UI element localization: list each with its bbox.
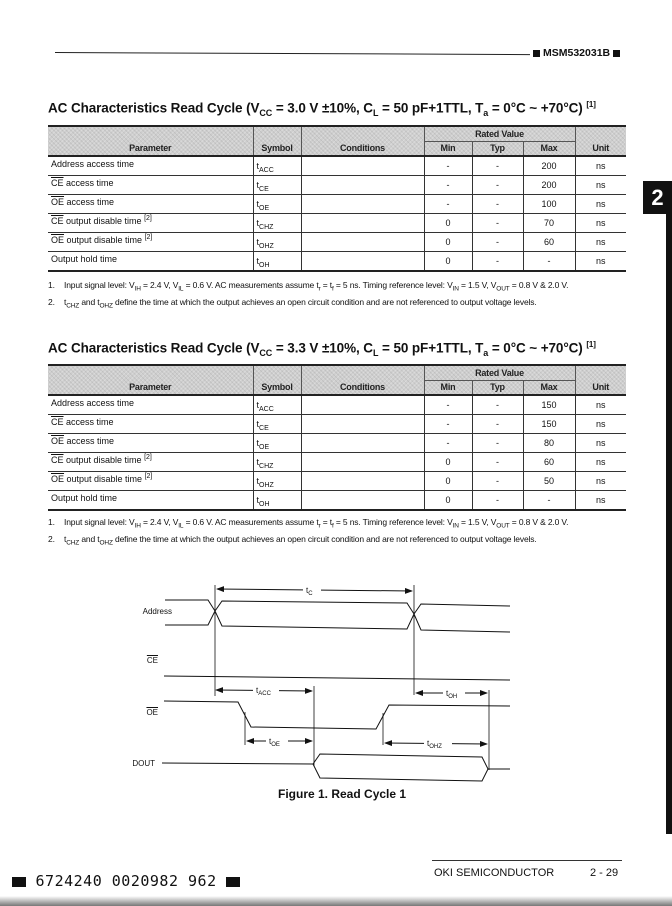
title-sub: a [483, 108, 489, 119]
title-sub: a [483, 348, 489, 359]
cell-min: - [424, 195, 472, 214]
header-unit: Unit [575, 365, 626, 395]
note-text: f [332, 285, 334, 293]
note-text: = 1.5 V, V [458, 280, 497, 290]
parameter-text: Output hold time [51, 493, 118, 503]
note-text: = t [320, 280, 333, 290]
parameter-text: Address access time [51, 398, 135, 408]
cell-min: - [424, 415, 472, 434]
title-text: = 0°C ~ +70°C) [488, 100, 583, 116]
cell-min: - [424, 156, 472, 176]
header-min: Min [424, 380, 472, 395]
cell-unit: ns [575, 252, 626, 272]
footer-company: OKI SEMICONDUCTOR [434, 867, 555, 879]
note-number: 2. [48, 296, 55, 307]
toh-label: $t_{OH}$ [446, 689, 458, 700]
cell-unit: ns [575, 415, 626, 434]
symbol-text: t [256, 256, 260, 267]
footer-code-text: 6724240 0020982 962 [35, 872, 217, 890]
cell-typ: - [472, 415, 523, 434]
note-text: t [64, 533, 67, 544]
parameter-text: output disable time [64, 235, 145, 245]
note-text: IL [178, 285, 184, 293]
cell-typ: - [472, 395, 523, 415]
overline-signal: $\overline{OE}$ [51, 436, 65, 446]
toe-label: $t_{OE}$ [269, 737, 280, 748]
footnote-ref: [2] [144, 234, 153, 241]
header-symbol: Symbol [253, 365, 301, 395]
note-text: IH [134, 285, 141, 293]
header-rated-value: Rated Value [424, 365, 575, 380]
cell-typ: - [472, 195, 523, 214]
footnote-ref: [2] [144, 473, 153, 480]
symbol-sub: OHZ [259, 482, 274, 489]
address-waveform-high [165, 600, 510, 614]
cell-min: 0 [424, 233, 472, 252]
dout-waveform-idle [162, 763, 313, 764]
symbol-sub: OE [259, 444, 270, 451]
title-text: AC Characteristics Read Cycle (V [48, 100, 260, 116]
note-text: CHZ [66, 539, 80, 547]
note-text: r [318, 285, 321, 293]
symbol-sub: ACC [259, 406, 274, 413]
title-text: AC Characteristics Read Cycle (V [48, 340, 260, 356]
cell-typ: - [472, 214, 523, 233]
note-text: t [64, 296, 67, 307]
note-text: = 2.4 V, V [140, 517, 179, 527]
header-unit: Unit [575, 126, 626, 156]
overline-signal: $\overline{OE}$ [51, 235, 65, 245]
symbol-text: t [256, 457, 260, 468]
cell-max: 50 [523, 472, 575, 491]
note-number: 2. [48, 533, 55, 544]
symbol-sub: CE [259, 186, 269, 193]
note-text: OUT [496, 285, 510, 293]
note-text: OUT [496, 522, 510, 530]
symbol-text: t [256, 218, 260, 229]
cell-max: - [523, 491, 575, 511]
symbol-sub: ACC [259, 167, 274, 174]
footer-rule [432, 860, 622, 861]
note-text: define the time at which the output achieves an open circuit condition and are not referenced to output voltage levels. [112, 533, 537, 544]
note-text: Input signal level: V [64, 280, 135, 290]
symbol-text: t [256, 419, 260, 430]
note-text: OHZ [99, 302, 113, 310]
note-text: = 0.6 V. AC measurements assume t [183, 517, 319, 527]
figure-caption: Figure 1. Read Cycle 1 [278, 787, 407, 801]
oe-waveform [164, 701, 510, 729]
cell-max: 200 [523, 156, 575, 176]
parameter-text: output disable time [63, 455, 145, 465]
square-block-icon [12, 877, 26, 887]
tacc-label: $t_{ACC}$ [256, 686, 271, 697]
cell-min: - [424, 395, 472, 415]
note-text: = 0.8 V & 2.0 V. [509, 517, 569, 527]
cell-typ: - [472, 233, 523, 252]
cell-max: 100 [523, 195, 575, 214]
cell-min: 0 [424, 252, 472, 272]
cell-typ: - [472, 472, 523, 491]
tohz-label: $t_{OHZ}$ [427, 739, 442, 750]
cell-unit: ns [575, 176, 626, 195]
overline-signal: $\overline{OE}$ [51, 197, 65, 207]
note-text: = t [320, 517, 333, 527]
cell-max: 200 [523, 176, 575, 195]
symbol-sub: OE [259, 205, 270, 212]
note-text: CHZ [66, 302, 80, 310]
note-number: 1. [48, 280, 55, 290]
cell-unit: ns [575, 491, 626, 511]
section-tab: 2 [643, 181, 672, 214]
symbol-sub: CE [259, 425, 269, 432]
cell-unit: ns [575, 472, 626, 491]
header-max: Max [523, 380, 575, 395]
note-text: IH [134, 522, 141, 530]
cell-min: 0 [424, 214, 472, 233]
overline-signal: $\overline{CE}$ [51, 417, 64, 427]
cell-typ: - [472, 156, 523, 176]
note-text: = 5 ns. Timing reference level: V [333, 517, 453, 527]
symbol-text: t [256, 180, 260, 191]
tc-label: $t_C$ [306, 586, 313, 597]
cell-unit: ns [575, 195, 626, 214]
header-typ: Typ [472, 380, 523, 395]
note-text: = 1.5 V, V [458, 517, 497, 527]
cell-unit: ns [575, 214, 626, 233]
cell-min: 0 [424, 491, 472, 511]
note-text: f [332, 522, 334, 530]
cell-max: 70 [523, 214, 575, 233]
header-min: Min [424, 141, 472, 156]
parameter-text: access time [64, 197, 115, 207]
note-text: IN [452, 285, 459, 293]
cell-min: - [424, 434, 472, 453]
symbol-sub: CHZ [259, 224, 274, 231]
note-text: = 5 ns. Timing reference level: V [333, 280, 453, 290]
cell-typ: - [472, 252, 523, 272]
cell-unit: ns [575, 233, 626, 252]
symbol-sub: OH [259, 501, 270, 508]
header-parameter: Parameter [48, 126, 253, 156]
symbol-text: t [256, 199, 260, 210]
note-text: and t [79, 296, 100, 307]
note-text: IL [178, 522, 184, 530]
cell-max: 150 [523, 415, 575, 434]
part-number: MSM532031B [543, 47, 611, 59]
header-parameter: Parameter [48, 365, 253, 395]
cell-unit: ns [575, 434, 626, 453]
cell-max: 80 [523, 434, 575, 453]
note-text: IN [452, 522, 459, 530]
note-number: 1. [48, 517, 55, 527]
header-typ: Typ [472, 141, 523, 156]
title-sub: CC [259, 348, 273, 359]
note-text: define the time at which the output achieves an open circuit condition and are not referenced to output voltage levels. [112, 296, 537, 307]
symbol-text: t [256, 495, 260, 506]
title-footnote-ref: [1] [586, 340, 596, 349]
title-sub: CC [259, 108, 273, 119]
symbol-text: t [256, 400, 260, 411]
note-text: = 2.4 V, V [140, 280, 179, 290]
note-text: and t [79, 533, 100, 544]
header-symbol: Symbol [253, 126, 301, 156]
header-conditions: Conditions [301, 126, 424, 156]
parameter-text: Address access time [51, 159, 135, 169]
header-conditions: Conditions [301, 365, 424, 395]
title-sub: L [372, 348, 379, 359]
cell-unit: ns [575, 453, 626, 472]
parameter-text: output disable time [64, 474, 145, 484]
title-sub: L [372, 108, 379, 119]
cell-max: - [523, 252, 575, 272]
ce-waveform [164, 676, 510, 680]
overline-signal: $\overline{OE}$ [51, 474, 65, 484]
cell-max: 60 [523, 233, 575, 252]
parameter-text: access time [64, 436, 115, 446]
cell-typ: - [472, 176, 523, 195]
title-text: = 3.0 V ±10%, C [272, 100, 373, 116]
note-text: r [318, 522, 321, 530]
note-text: = 0.8 V & 2.0 V. [509, 280, 569, 290]
overline-signal: $\overline{CE}$ [51, 216, 64, 226]
symbol-text: t [256, 476, 260, 487]
title-text: = 50 pF+1TTL, T [378, 340, 484, 356]
cell-typ: - [472, 491, 523, 511]
header-rated-value: Rated Value [424, 126, 575, 141]
address-waveform-low [165, 611, 510, 632]
symbol-sub: OH [259, 262, 270, 269]
cell-max: 150 [523, 395, 575, 415]
signal-label-oe-text: $\overline{OE}$ [146, 708, 158, 717]
cell-min: 0 [424, 453, 472, 472]
parameter-text: output disable time [63, 216, 145, 226]
cell-min: 0 [424, 472, 472, 491]
cell-typ: - [472, 434, 523, 453]
cell-min: - [424, 176, 472, 195]
overline-signal: $\overline{CE}$ [51, 178, 64, 188]
title-text: = 0°C ~ +70°C) [488, 340, 583, 356]
title-text: = 50 pF+1TTL, T [378, 100, 484, 116]
cell-unit: ns [575, 156, 626, 176]
symbol-text: t [256, 237, 260, 248]
overline-signal: $\overline{CE}$ [51, 455, 64, 465]
note-text: OHZ [99, 539, 113, 547]
symbol-sub: OHZ [259, 243, 274, 250]
parameter-text: Output hold time [51, 254, 118, 264]
title-footnote-ref: [1] [586, 100, 596, 109]
header-max: Max [523, 141, 575, 156]
note-text: Input signal level: V [64, 517, 135, 527]
signal-label-dout: DOUT [132, 759, 155, 768]
symbol-sub: CHZ [259, 463, 274, 470]
dout-waveform-low [313, 764, 488, 781]
footnote-ref: [2] [144, 215, 152, 222]
square-block-icon [226, 877, 240, 887]
parameter-text: access time [63, 417, 114, 427]
parameter-text: access time [63, 178, 114, 188]
cell-typ: - [472, 453, 523, 472]
signal-label-ce-text: $\overline{CE}$ [146, 656, 158, 665]
cell-unit: ns [575, 395, 626, 415]
scan-edge [0, 896, 672, 906]
dout-waveform-high [313, 754, 510, 769]
signal-label-address: Address [142, 607, 172, 616]
footnote-ref: [2] [144, 454, 152, 461]
footer-barcode-number [12, 872, 240, 890]
symbol-text: t [256, 438, 260, 449]
page-number: 2 - 29 [590, 867, 619, 879]
cell-max: 60 [523, 453, 575, 472]
title-text: = 3.3 V ±10%, C [272, 340, 373, 356]
symbol-text: t [256, 161, 260, 172]
note-text: = 0.6 V. AC measurements assume t [183, 280, 319, 290]
